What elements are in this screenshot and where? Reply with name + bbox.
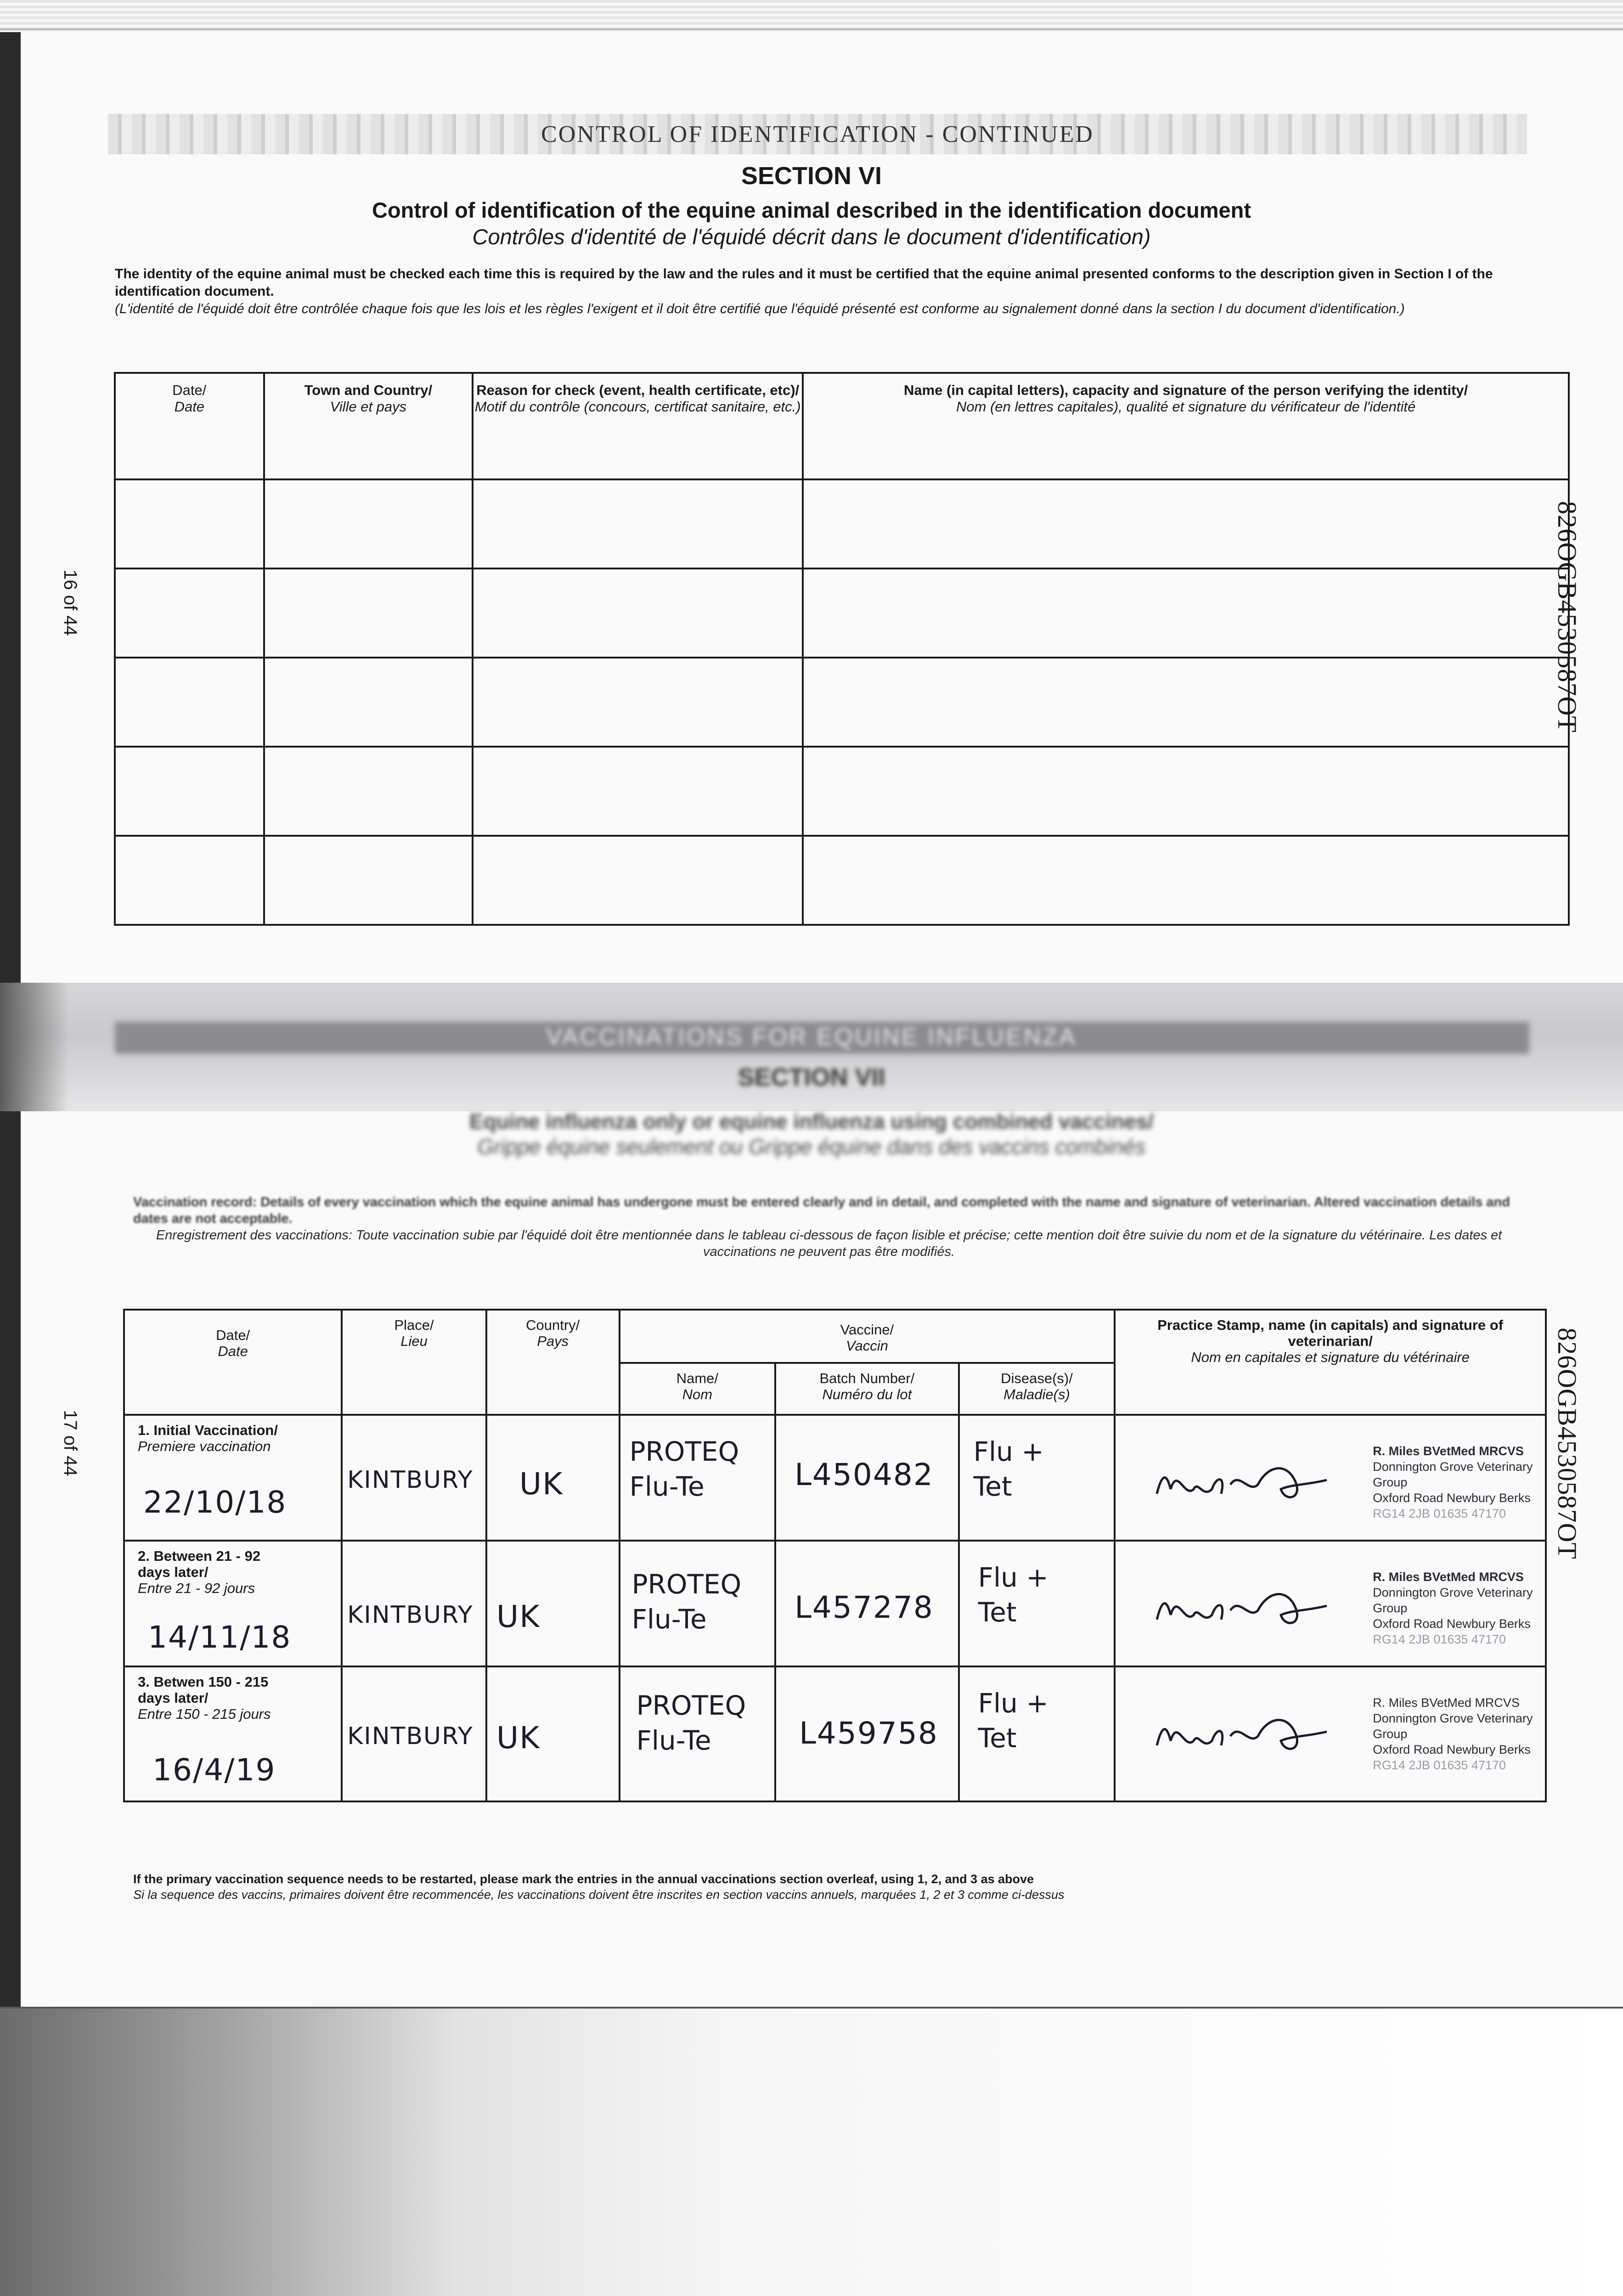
table-row [124, 1541, 1546, 1666]
section7-record: Vaccination record: Details of every vaccination which the equine animal has undergone must be entered clearly and in detail, and completed with the name and signature of veterinarian. Altered vaccination details and dates are not acceptable. [133, 1195, 1510, 1226]
col-disease: Disease(s)/ Maladie(s) [959, 1363, 1115, 1415]
table-row [115, 747, 1569, 836]
table-header-row [124, 1310, 1546, 1363]
cell-batch [775, 1415, 959, 1541]
handwritten-country: UK [496, 1599, 541, 1634]
handwritten-date: 22/10/18 [143, 1485, 287, 1520]
section7-heading: SECTION VII [738, 1064, 885, 1091]
handwritten-batch: L459758 [799, 1716, 938, 1751]
practice-stamp: R. Miles BVetMed MRCVS Donnington Grove Veterinary Group Oxford Road Newbury Berks RG14 2JB 01635 47170 [1373, 1696, 1533, 1772]
cell-place [342, 1541, 486, 1666]
handwritten-country: UK [519, 1466, 564, 1502]
vaccination-table [123, 1309, 1547, 1802]
scan-shadow-bottom [0, 2007, 1623, 2296]
table-row [115, 836, 1569, 925]
cell-disease [959, 1415, 1115, 1541]
table-row [124, 1415, 1546, 1541]
table-header-row [115, 373, 1569, 479]
row-label: 2. Between 21 - 92 days later/ Entre 21 - 92 jours [138, 1548, 261, 1596]
document-id-lower: 826OGB4530587OT [1552, 1328, 1582, 1559]
handwritten-country: UK [496, 1720, 541, 1756]
table-row [115, 568, 1569, 658]
handwritten-disease: Flu + Tet [978, 1688, 1048, 1754]
practice-stamp: R. Miles BVetMed MRCVS Donnington Grove Veterinary Group Oxford Road Newbury Berks RG14 2JB 01635 47170 [1373, 1444, 1533, 1520]
practice-stamp: R. Miles BVetMed MRCVS Donnington Grove Veterinary Group Oxford Road Newbury Berks RG14 2JB 01635 47170 [1373, 1570, 1533, 1646]
handwritten-place: KINTBURY [347, 1466, 473, 1494]
col-verifier: Name (in capital letters), capacity and signature of the person verifying the identity/ Nom (en lettres capitales), qualité et signature du vérificateur de l'identité [803, 373, 1569, 479]
document-id-upper: 826OGB4530587OT [1552, 501, 1582, 733]
intro-fr: (L'identité de l'équidé doit être contrôlée chaque fois que les lois et les règles l'exigent et il doit être certifié que l'équidé présenté est conforme au signalement donné dans la section I du document d'identification.) [115, 301, 1405, 316]
cell-vaccine-name [620, 1415, 776, 1541]
cell-date [124, 1666, 342, 1801]
cell-country [486, 1415, 620, 1541]
footnote-fr: Si la sequence des vaccins, primaires doivent être recommencée, les vaccinations doivent être inscrites en section vaccins annuels, marquées 1, 2 et 3 comme ci-dessus [133, 1888, 1065, 1902]
cell-vaccine-name [620, 1666, 776, 1801]
footnote-en: If the primary vaccination sequence needs to be restarted, please mark the entries in the annual vaccinations section overleaf, using 1, 2, and 3 as above [133, 1872, 1034, 1886]
handwritten-disease: Flu + Tet [973, 1436, 1044, 1502]
table-row [115, 658, 1569, 747]
handwritten-date: 14/11/18 [148, 1620, 292, 1655]
handwritten-place: KINTBURY [347, 1601, 473, 1629]
signature [1152, 1457, 1336, 1508]
signature [1152, 1583, 1336, 1633]
col-place: Place/ Lieu [342, 1310, 486, 1415]
col-country: Country/ Pays [486, 1310, 620, 1415]
identity-check-table [114, 372, 1570, 926]
col-vaccine: Vaccine/ Vaccin [620, 1310, 1115, 1363]
section7-title: Equine influenza only or equine influenza using combined vaccines/ [469, 1109, 1154, 1133]
table-row [115, 479, 1569, 568]
signature [1152, 1709, 1336, 1759]
col-practice: Practice Stamp, name (in capitals) and signature of veterinarian/ Nom en capitales et signature du vétérinaire [1115, 1310, 1546, 1415]
col-date: Date/ Date [124, 1310, 342, 1415]
cell-batch [775, 1541, 959, 1666]
col-vaccine-name: Name/ Nom [620, 1363, 776, 1415]
page-number-upper: 16 of 44 [60, 569, 80, 636]
col-batch: Batch Number/ Numéro du lot [775, 1363, 959, 1415]
footnote [133, 1871, 1064, 1902]
cell-date [124, 1541, 342, 1666]
col-date: Date/ Date [115, 373, 264, 479]
cell-vaccine-name [620, 1541, 776, 1666]
col-town-country: Town and Country/ Ville et pays [264, 373, 473, 479]
handwritten-disease: Flu + Tet [978, 1562, 1048, 1628]
section7-banner: VACCINATIONS FOR EQUINE INFLUENZA [546, 1024, 1077, 1050]
cell-place [342, 1666, 486, 1801]
intro-text [115, 265, 1529, 318]
handwritten-name: PROTEQ Flu-Te [636, 1690, 746, 1756]
col-reason: Reason for check (event, health certificate, etc)/ Motif du contrôle (concours, certificat sanitaire, etc.) [473, 373, 803, 479]
section-banner [108, 114, 1527, 154]
handwritten-name: PROTEQ Flu-Te [631, 1569, 742, 1635]
cell-disease [959, 1666, 1115, 1801]
page-number-lower: 17 of 44 [60, 1410, 80, 1476]
section-title: Control of identification of the equine animal described in the identification document [372, 198, 1251, 222]
cell-place [342, 1415, 486, 1541]
cell-country [486, 1541, 620, 1666]
handwritten-batch: L457278 [795, 1590, 934, 1625]
handwritten-date: 16/4/19 [152, 1752, 276, 1788]
banner-text: CONTROL OF IDENTIFICATION - CONTINUED [541, 121, 1094, 147]
section-title-fr: Contrôles d'identité de l'équidé décrit dans le document d'identification) [472, 225, 1151, 249]
cell-date [124, 1415, 342, 1541]
section-heading: SECTION VI [741, 162, 882, 190]
cell-practice [1115, 1415, 1546, 1541]
cell-practice [1115, 1541, 1546, 1666]
table-row [124, 1666, 1546, 1801]
handwritten-name: PROTEQ Flu-Te [629, 1436, 739, 1502]
row-label: 3. Betwen 150 - 215 days later/ Entre 150 - 215 jours [138, 1674, 271, 1722]
cell-country [486, 1666, 620, 1801]
section7-record-fr: Enregistrement des vaccinations: Toute vaccination subie par l'équidé doit être mentionnée dans le tableau ci-dessous de façon lisible et précise; cette mention doit être suivie du nom et de la signature du vétérinaire. Les dates et vaccinations ne peuvent pas être modifiés. [156, 1228, 1502, 1259]
cell-batch [775, 1666, 959, 1801]
intro-en: The identity of the equine animal must be checked each time this is required by the law and the rules and it must be certified that the equine animal presented conforms to the description given in Section I of the identification document. [115, 266, 1493, 299]
section7-title-fr: Grippe équine seulement ou Grippe équine dans des vaccins combinés [477, 1135, 1146, 1159]
scan-edge-top [0, 0, 1623, 32]
row-label: 1. Initial Vaccination/ Premiere vaccination [138, 1422, 278, 1454]
cell-disease [959, 1541, 1115, 1666]
handwritten-batch: L450482 [795, 1457, 934, 1492]
cell-practice [1115, 1666, 1546, 1801]
handwritten-place: KINTBURY [347, 1722, 473, 1750]
